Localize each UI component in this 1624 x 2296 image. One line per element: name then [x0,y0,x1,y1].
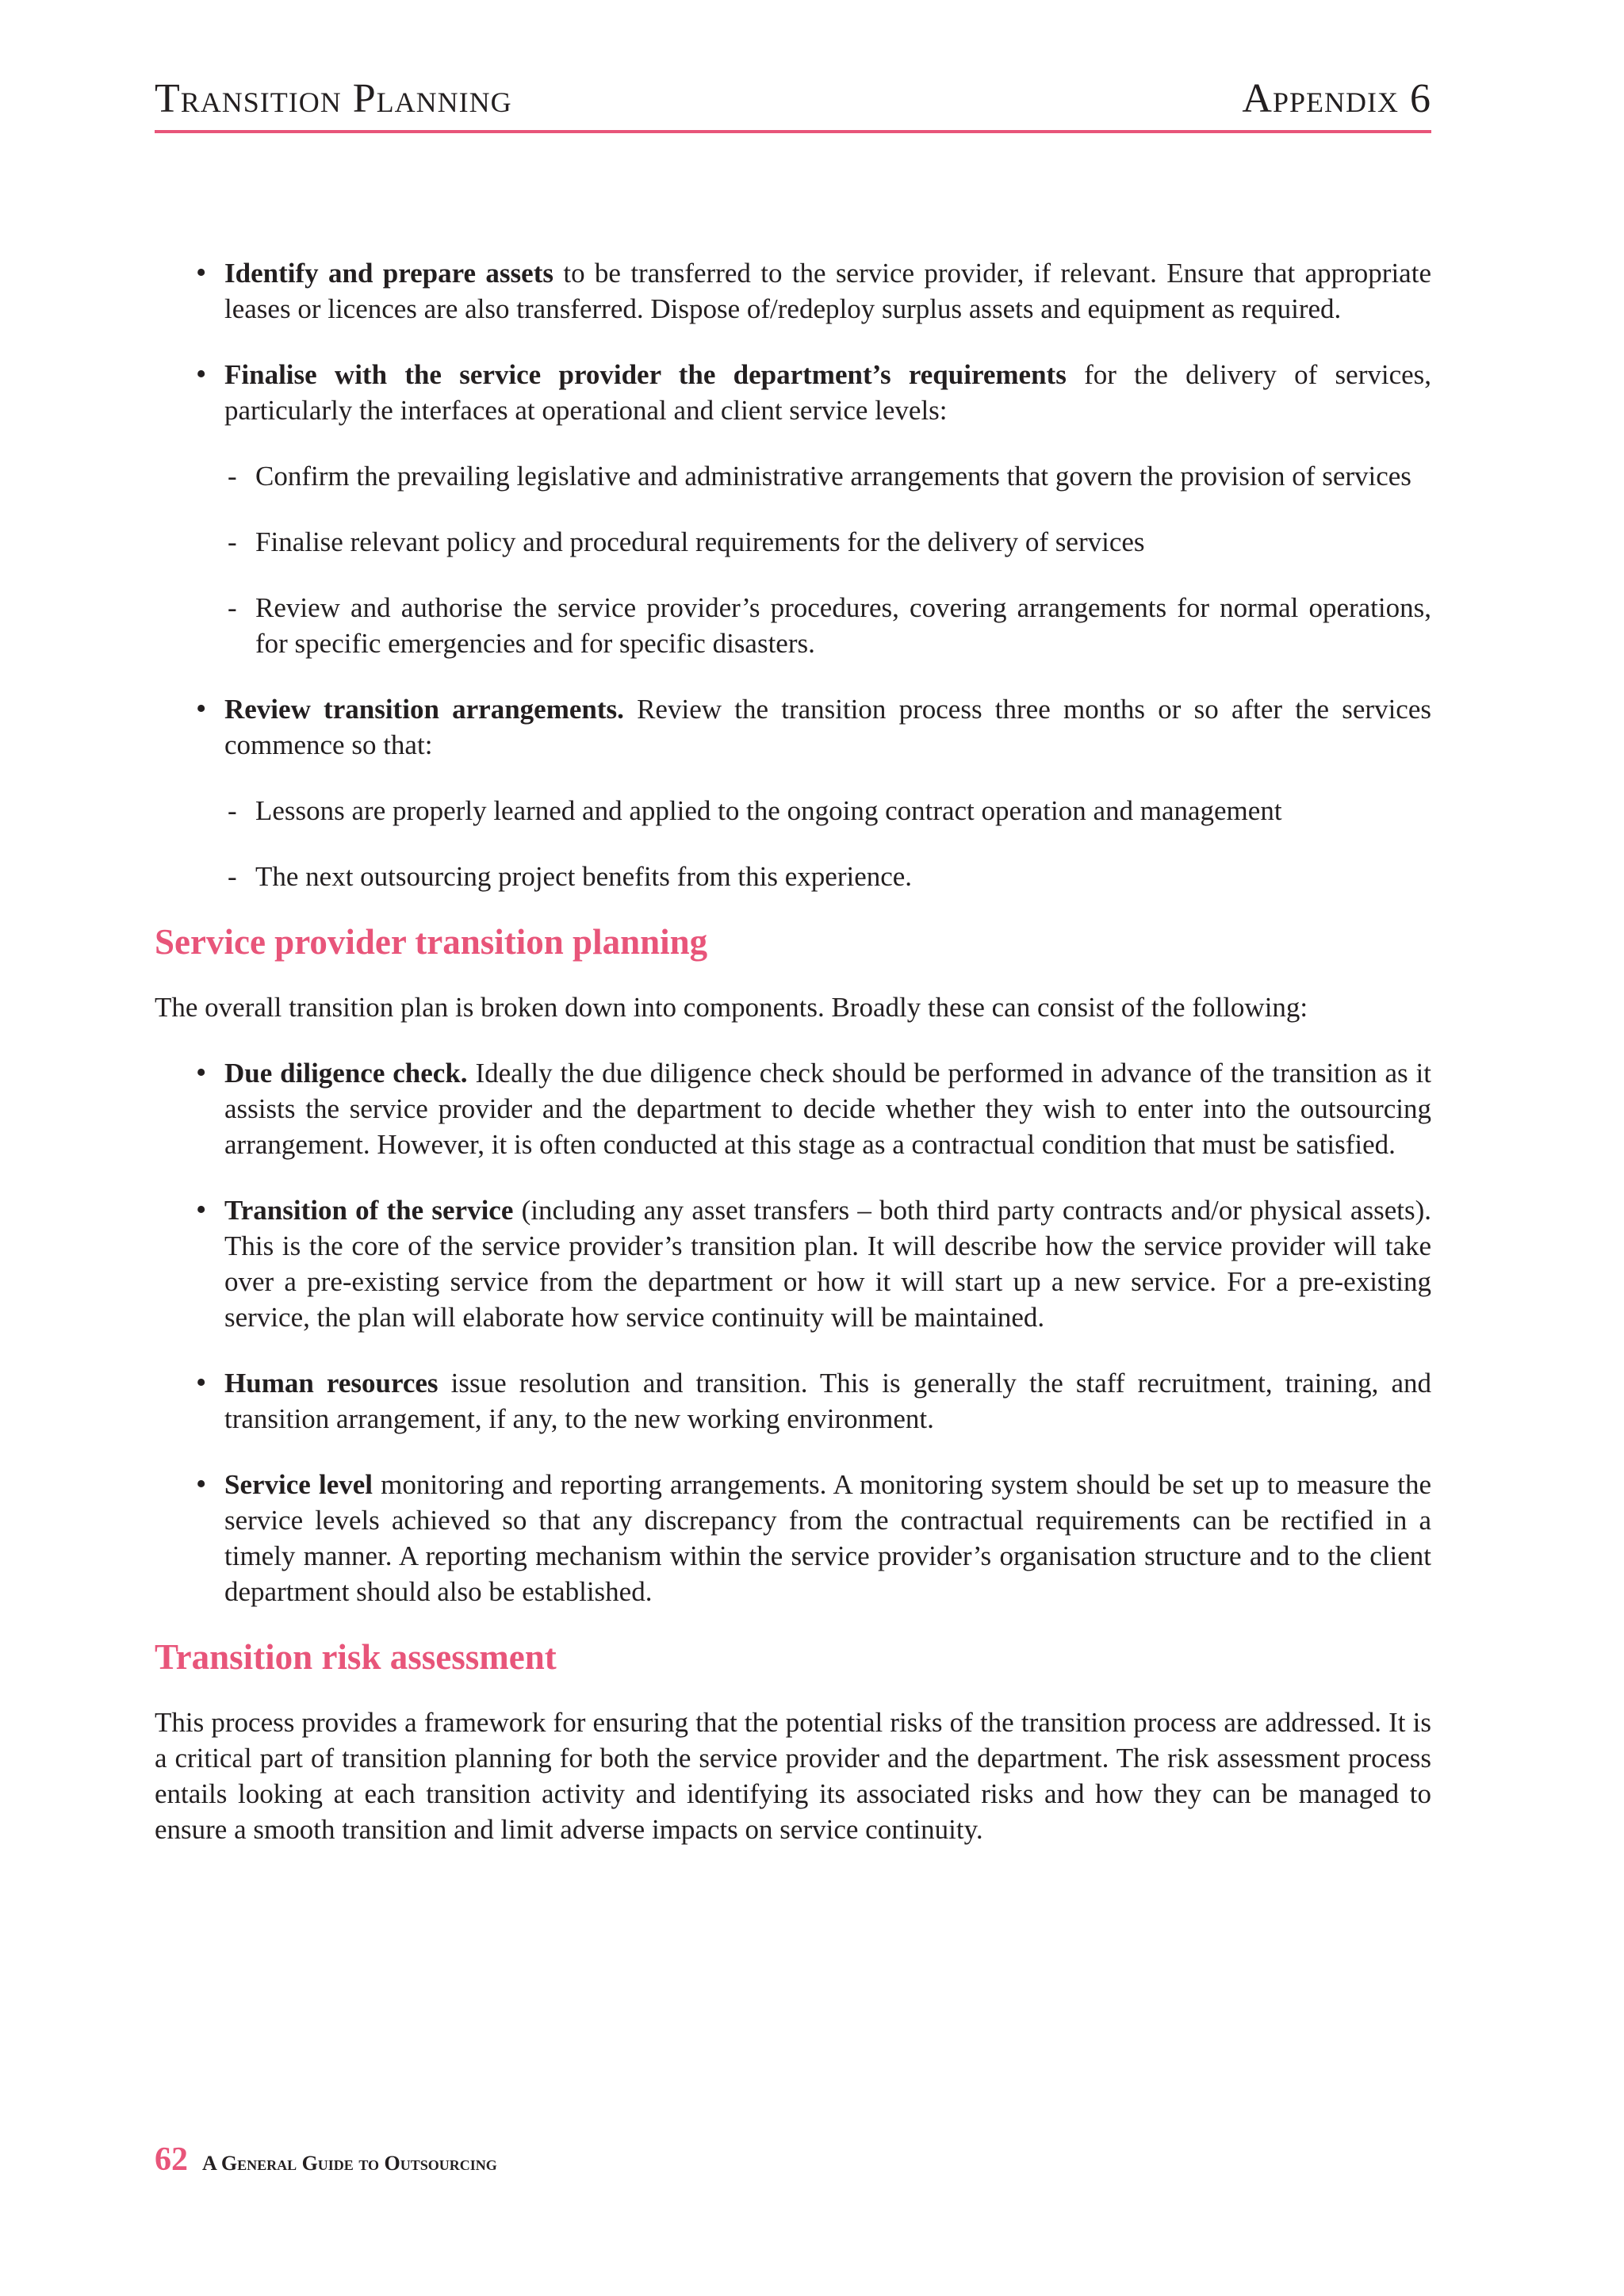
sub-list-item: - Lessons are properly learned and applied to the ongoing contract operation and management [155,793,1431,828]
bullet-lead: Service level [224,1469,373,1500]
bullet-text: monitoring and reporting arrangements. A monitoring system should be set up to measure the service levels achieved so that any discrepancy from the contractual requirements can be rectified in a timely manner. A reporting mechanism within the service provider’s organisation structure and to the client department should also be established. [224,1469,1431,1607]
list-item [155,691,1431,763]
sub-list-item: - Confirm the prevailing legislative and administrative arrangements that govern the provision of services [155,458,1431,494]
list-item [155,255,1431,327]
section-heading-service-provider: Service provider transition planning [155,922,708,962]
list-item [155,357,1431,428]
bullet-lead: Transition of the service [224,1195,514,1226]
running-header [155,73,1431,133]
bullet-text: to be transferred to the service provider, if relevant. Ensure that appropriate leases or licences are also transferred. Dispose of/redeploy surplus assets and equipment as required. [224,258,1431,324]
bullet-text: Review the transition process three months or so after the services commence so that: [224,694,1431,760]
section-heading-risk-assessment: Transition risk assessment [155,1637,557,1677]
page-number: 62 [155,2141,188,2178]
bullet-text: (including any asset transfers – both third party contracts and/or physical assets). This is the core of the service provider’s transition plan. It will describe how the service provider will take over a pre-existing service from the department or how it will start up a new service. For a pre-existing service, the plan will elaborate how service continuity will be maintained. [224,1195,1431,1333]
main-content [155,255,1431,1847]
list-item [155,1192,1431,1335]
header-appendix-label: Appendix 6 [1242,76,1431,121]
list-item [155,1055,1431,1162]
sub-list-item: - The next outsourcing project benefits from this experience. [155,859,1431,894]
bullet-lead: Finalise with the service provider the department’s requirements [224,359,1067,390]
list-item [155,1365,1431,1437]
bullet-text: issue resolution and transition. This is generally the staff recruitment, training, and transition arrangement, if any, to the new working environment. [224,1368,1431,1434]
footer-title: A General Guide to Outsourcing [202,2152,497,2175]
bullet-text: for the delivery of services, particularly the interfaces at operational and client service levels: [224,359,1432,426]
bullet-lead: Human resources [224,1368,439,1399]
list-item [155,1467,1431,1609]
bullet-lead: Review transition arrangements. [224,694,624,725]
page-footer [155,2141,497,2179]
sub-list-item: - Finalise relevant policy and procedural requirements for the delivery of services [155,524,1431,560]
bullet-lead: Identify and prepare assets [224,258,553,289]
sub-list-item: - Review and authorise the service provider’s procedures, covering arrangements for normal operations, for specific emergencies and for specific disasters. [155,590,1431,661]
section-intro: The overall transition plan is broken down into components. Broadly these can consist of the following: [155,992,1308,1023]
bullet-text: Ideally the due diligence check should be performed in advance of the transition as it assists the service provider and the department to decide whether they wish to enter into the outsourcing arrangement. However, it is often conducted at this stage as a contractual condition that must be satisfied. [224,1058,1431,1160]
header-chapter-title: Transition Planning [155,76,512,121]
bullet-lead: Due diligence check. [224,1058,468,1089]
section-body: This process provides a framework for ensuring that the potential risks of the transition process are addressed. It is a critical part of transition planning for both the service provider and the department. The risk assessment process entails looking at each transition activity and identifying its associated risks and how they can be managed to ensure a smooth transition and limit adverse impacts on service continuity. [155,1707,1431,1845]
